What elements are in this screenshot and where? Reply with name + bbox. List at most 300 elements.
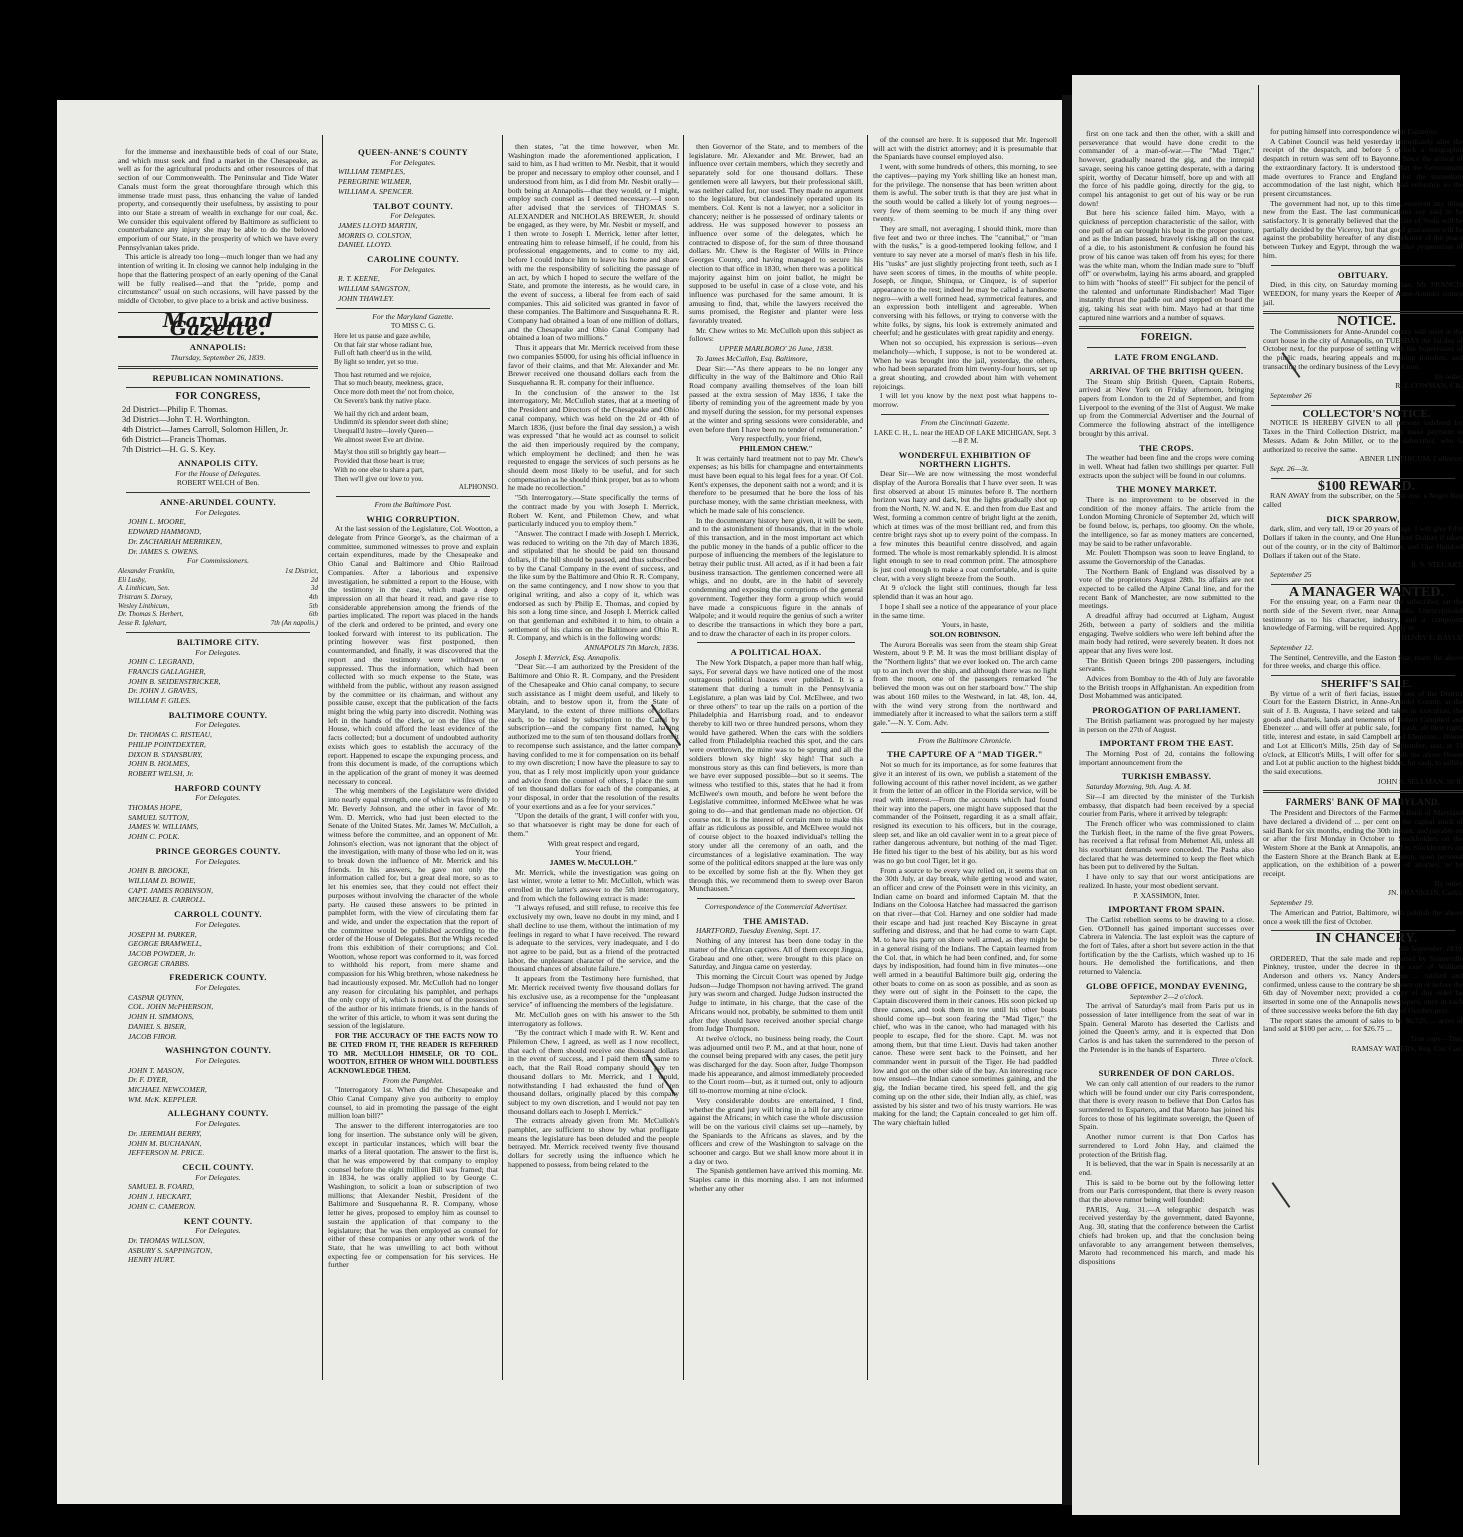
article-source: From the Pamphlet.: [382, 1075, 444, 1085]
article-paragraph: A Cabinet Council was held yesterday immediately after the receipt of the despatch, and before 5 o'clock a telegraphic despatch in return was sent off to Bayonne. Since the arrival of the extraordinary factory. It is understood that the Government made overtures to France and England for the immediate accommodation of the last night, which had reference to the present circumstances.: [1263, 136, 1463, 198]
candidate-name: ASBURY S. SAPPINGTON,: [128, 1245, 213, 1255]
office-label: For Delegates.: [195, 1226, 241, 1236]
commissioner-row: [118, 567, 318, 576]
commissioner-district: 3d: [311, 584, 318, 593]
candidate-name: JOHN H. SIMMONS,: [128, 1012, 194, 1022]
poem-line: May'st thou still so brightly gay heart—: [334, 448, 446, 457]
article-paragraph: The Aurora Borealis was seen from the steam ship Great Western, about 9 P. M. It was the most brilliant display of the "Northern lights" that we ever looked on. The arch came up to an inch over the ship, and although there was no light from the moon, one of the passengers remarked "he believed the moon was out on her starboard bow." The ship was about 160 miles to the Westward, in lat. 48, lon. 44, with the wind very strong from the northward and immediately after it increased to what the sailors term a stiff gale."—N. Y. Com. Adv.: [873, 639, 1057, 727]
advert-body: The Commissioners for Anne-Arundel county will meet at the court house in the city of Annapolis, on TUESDAY the 1st day of October next, for the purpose of settling with the Supervisors of the public roads, hearing appeals and making transfers, and transacting the ordinary business of the Levy Court.: [1263, 327, 1463, 371]
county-heading: TALBOT COUNTY.: [373, 200, 453, 211]
candidate-name: EDWARD HAMMOND,: [128, 527, 202, 537]
advert-date: September 26: [1270, 390, 1312, 400]
article-source: From the Baltimore Post.: [374, 499, 452, 509]
article-paragraph: Mr. Merrick, while the investigation was going on last winter, wrote a letter to Mr. McCulloh, which was enrolled in the latter's answer to the 5th interrogatory, and from which the following extract is made:: [508, 867, 679, 903]
article-paragraph: first on one tack and then the other, with a skill and perseverance that would have done credit to the commander of a man-of-war.—The "Mad Tiger," however, gradually neared the gig, and the intrepid savage, seeing his canoe getting desperate, with a daring spirit, worthy of Decatur himself, bore up and with all the force of his paddle going, directly for the gig, to compel his antagonist to get out of his way or be run down!: [1079, 129, 1254, 208]
advert-heading: A MANAGER WANTED.: [1289, 584, 1444, 600]
commissioner-row: [118, 610, 318, 619]
article-paragraph: This is said to be borne out by the following letter from our Paris correspondent, that there is every reason that the above rumor being well founded:: [1079, 1177, 1254, 1205]
poem-line: Here let us pause and gaze awhile,: [334, 331, 431, 340]
article-source: From the Cincinnati Gazette.: [920, 417, 1010, 427]
candidate-name: JOHN J. HECKART,: [128, 1192, 192, 1202]
article-paragraph: Mr. McCulloh goes on with his answer to the 5th interrogatory as follows.: [508, 1009, 679, 1028]
office-label: For the House of Delegates.: [175, 468, 261, 478]
candidate-name: JOHN B. SEIDENSTRICKER,: [128, 676, 221, 686]
advert-body: RAN AWAY from the subscriber, on the 5th inst. a Negro Boy called: [1263, 491, 1463, 510]
letter-body: "Dear Sir.—I am authorized by the President of the Baltimore and Ohio R. R. Company, and the President of the Chesapeake and Ohio canal company, to secure such assistance as I might deem useful, and likely to obtain, and to bestow upon it, from the State of Maryland, to the extent of three millions of dollars each, to be raised by subscription to the Canal by subscription—and the company first named, having authorized me to the sum of ten thousand dollars from it to recompense such assistance, and the latter company having confided to me it for compensation on its behalf to my own discretion; I now have the pleasure to say to you, that as I rely most implicitly upon your guidance and advice from the counsel of others, I place the sum of ten thousand dollars for each of the companies, at your disposal, in order that the resolution of the results of your exertions and as a fee for your services.": [508, 662, 679, 811]
article-paragraph: "Answer. The contract I made with Joseph I. Merrick, was reduced to writing on the 7th day of March 1836, and stipulated that he should be paid ten thousand dollars, if the bill should be passed, and thus subscribed to by the Canal Company in the event of success, and the like sum by the Baltimore and Ohio R. R. Company, on the same contingency, and I now show to you that original writing, and also a copy of it, which was endorsed as such by Philip E. Thomas, and copied by his son a long time since, and Joseph I. Merrick called on that gentleman and exhibited it to him, to obtain a settlement of his claims on the Baltimore and Ohio R. R. Company, and which is in the following words:: [508, 528, 679, 643]
candidate-name: JOSEPH M. PARKER,: [128, 929, 197, 939]
office-label: For Delegates.: [390, 211, 436, 221]
article-paragraph: It appears from the Testimony here furnished, that Mr. Merrick received twenty five thousand dollars for his exclusive use, as a recompense for the "unpleasant service" of influencing the members of the legislature.: [508, 974, 679, 1010]
candidate-name: JOHN B. BROOKE,: [128, 866, 190, 876]
article-paragraph: I went, with some hundreds of others, this morning, to see the captives—paying my York shilling like an honest man, for the privilege. The nonsense that has been written about them is awful. The sober truth is that they are just what in the south would be called a likely lot of young negroes—very few of them seeming to be much if any thing over twenty.: [873, 162, 1057, 224]
county-heading: ANNE-ARUNDEL COUNTY.: [160, 496, 276, 507]
advert-date: Sept. 26—3t.: [1270, 463, 1310, 473]
article-heading: WHIG CORRUPTION.: [366, 513, 460, 524]
poem: [328, 332, 498, 483]
advert-signoff: By order,: [1434, 878, 1463, 888]
advert-signature: JOHN S. SELLMAN, Sh'ff.: [1377, 776, 1463, 786]
candidate-name: Dr. JEREMIAH BERRY,: [128, 1128, 202, 1138]
candidate-list: [118, 1067, 318, 1105]
column-2: [328, 143, 498, 1383]
candidate-name: JOHN T. MASON,: [128, 1065, 184, 1075]
advert-date: September 12.: [1270, 642, 1314, 652]
candidate-name: Dr. THOMAS C. RISTEAU,: [128, 730, 212, 740]
candidate-name: WILLIAM A. SPENCER.: [338, 186, 414, 196]
congress-item: 4th District—James Carroll, Solomon Hillen, Jr.: [122, 423, 289, 434]
letter-body: Dear Sir:—"As there appears to be no longer any difficulty in the way of the Baltimore and Ohio Rail Road company availing themselves of the loan bill passed at the extra session of May 1836, I take the liberty of reminding you of the agreement made by you and myself during the session, for my personal expenses at the winter and spring sessions were considerable, and even before then I have been no tender of remuneration.": [689, 363, 863, 434]
article-paragraph: then Governor of the State, and to members of the legislature. Mr. Alexander and Mr. Brewer, had an influence over certain members, which they secretly and separately sold for one thousand dollars. These gentlemen were all lawyers, but their professional skill, was neither called for, nor used. They made no argument to the legislature, but clandestinely operated upon its members. Col. Kent is not a lawyer, nor a solicitor in chancery; neither is he possessed of ordinary talents or address. He was supposed however to possess an influence over some of the delegates, which he contracted to dispose of, for the sum of three thousand dollars. Mr. Chew is the Register of Wills in Prince Georges County, and having managed to secure his election to that office in 1830, when there was a political majority against him on joint ballot, he might be supposed to be useful in case of a close vote, and his influence was purchased for the same amount. It is amusing to find, that, while the lawyers received the sums promised, the Register and planter were less favorably treated.: [689, 142, 863, 326]
candidate-name: WM. McK. KEPPLER.: [128, 1094, 198, 1104]
commissioner-name: Wesley Linthicum,: [118, 601, 170, 610]
poem-line: On that fair star whose radiant hue,: [334, 340, 433, 349]
article-paragraph: The extracts already given from Mr. McCulloh's pamphlet, are sufficient to show by what profligate means the legislature has been deluded and the people betrayed. Mr. Merrick received twenty five thousand dollars for secretly using the influence which he happened to possess, from being related to the: [508, 1116, 679, 1169]
article-dateline: LAKE C. H., L. near the HEAD OF LAKE MICHIGAN, Sept. 3—8 P. M.: [874, 428, 1056, 446]
column-rule: [683, 135, 684, 1380]
commissioner-name: Dr. Thomas S. Herbert,: [118, 610, 184, 619]
article-paragraph: I hope I shall see a notice of the appearance of your place in the same time.: [873, 601, 1057, 620]
office-label: For Delegates.: [390, 264, 436, 274]
letter-date: ANNAPOLIS 7th March, 1836.: [584, 643, 679, 653]
article-dateline: September 2—2 o'clock.: [1129, 991, 1204, 1001]
commissioner-name: Alexander Franklin,: [118, 566, 175, 575]
office-label: For Delegates.: [195, 1055, 241, 1065]
candidate-name: Dr. JOHN J. GRAVES,: [128, 686, 198, 696]
commissioner-name: Tristram S. Dorsey,: [118, 593, 173, 602]
article-paragraph: I have only to say that our worst anticipations are realized. In haste, your most obedient servant.: [1079, 872, 1254, 890]
letter-signoff: With great respect and regard,: [547, 838, 640, 848]
article-paragraph: "5th Interrogatory.—State specifically the terms of the contract made by you with Joseph I. Merrick, Robert W. Kent, and Philemon Chew, and what particularly induced you to employ them.": [508, 493, 679, 529]
candidate-name: WILLIAM TEMPLES,: [338, 167, 406, 177]
section-heading: FOREIGN.: [1140, 332, 1193, 344]
letter-date: UPPER MARLBORO' 26 June, 1838.: [718, 344, 834, 354]
article-paragraph: Died, in this city, on Saturday morning last, Mr. FRANCIS WEEDON, for many years the Keeper of Anne-Arundel county jail.: [1263, 280, 1463, 307]
column-rule: [322, 135, 323, 1380]
commissioner-name: Jesse R. Iglehart,: [118, 619, 167, 628]
letter-addressee: Joseph I. Merrick, Esq. Annapolis.: [515, 652, 621, 662]
article-paragraph: This morning the Circuit Court was opened by Judge Judson—Judge Thompson not having arrived. The grand jury was sworn and charged. Judge Judson instructed the Judge to intimate, in his charge, that the case of the Africans would not, probably, be submitted to them until after they should have received another special charge from Judge Thompson.: [689, 971, 863, 1034]
article-paragraph: The New York Dispatch, a paper more than half whig, says, For several days we have noticed one of the most outrageous political hoaxes ever published. It is a statement that during a tumult in the Pennsylvania Legislature, a plan was laid by Col. McElwee, and two or three others" to tear up the rails on a portion of the Philadelphia and Harrisburg road, and to endeavor thereby to kill two or three hundred persons, whom they would have gathered. When the cars with the soldiers called from Philadelphia reached this spot, and the cars were overthrown, the mine was to be sprung and all the soldiers blown sky high! sky high! That such a monstrous story as this can find believers, is more than we have ever supposed possible—but so it seems. The witness who testified to this, states that he had it from McElwee's own mouth, and before he went before the Legislative committee, informed McElwee what he was going to do—and that gentleman made no objection. Of course not. It is the interest of certain men to make this affair as ridiculous as possible, and McElwee would not of course object to the hoaxed individual's telling the story under all the ceremony of an oath, and the circumstances of a legislative examination. The way some of the political editors snapped at the lure was only to be excelled by some fish at the fly. When they get through this, we recommend them to sweep over Baron Munchausen.": [689, 658, 863, 894]
article-heading: THE AMISTAD.: [743, 915, 809, 926]
article-paragraph: The Morning Post of 2d, contains the following important announcement from the: [1079, 749, 1254, 767]
candidate-name: R. T. KEENE,: [338, 274, 380, 284]
advert-signoff: By order,: [1434, 371, 1463, 381]
advert-heading: $100 REWARD.: [1317, 478, 1416, 494]
article-heading: GLOBE OFFICE, MONDAY EVENING,: [1085, 980, 1248, 991]
candidate-name: GEORGE CRABBS.: [128, 958, 190, 968]
commissioner-row: [118, 576, 318, 585]
candidate-name: JOHN C. CAMERON.: [128, 1201, 196, 1211]
candidate-name: JEFFERSON M. PRICE.: [128, 1148, 205, 1158]
candidate-list: [118, 1130, 318, 1158]
candidate-name: PEREGRINE WILMER,: [338, 177, 412, 187]
article-paragraph: The government had not, up to this time, received any thing new from the East. The last communications say said to be satisfactory. It is generally believed that the fate of Syria will be partially decided by the Viceroy, but that good guarantees will be against the probability hereafter of any disturbance of the peace between Turkey and Egypt, through the warlike propensities of him.: [1263, 198, 1463, 260]
office-label: For Delegates.: [195, 793, 241, 803]
office-label: For Delegates.: [195, 720, 241, 730]
commissioner-row: [118, 593, 318, 602]
letter-body: "Upon the details of the grant, I will confer with you, so that whatsoever is right may be done for each of them.": [508, 811, 679, 838]
advert-signature: ABNER LINTHICUM, Collector.: [1359, 454, 1463, 464]
advert-signature: R. S. STEUART.: [1411, 560, 1463, 570]
candidate-name: PHILIP POINTDEXTER,: [128, 739, 206, 749]
candidate-name: GEORGE BRAMWELL,: [128, 939, 202, 949]
candidate-name: SAMUEL B. FOARD,: [128, 1182, 195, 1192]
article-paragraph: of the counsel are here. It is supposed that Mr. Ingersoll will act with the district attorney; and it is presumable that the Spaniards have counsel employed also.: [873, 135, 1057, 162]
article-paragraph: It was certainly hard treatment not to pay Mr. Chew's expenses; as his bills for champagne and entertainments must have been equal to his legal fees for a year. Of Col. Kent's expenses, the deponent saith not a word; and it is therefore to be presumed that he bore the loss of his purchase money, with the same christian meekness, with which he made sale of his conscience.: [689, 453, 863, 515]
office-label: For Delegates.: [195, 647, 241, 657]
article-dateline: HARTFORD, Tuesday Evening, Sept. 17.: [696, 926, 821, 936]
advert-heading: SHERIFF'S SALE.: [1320, 677, 1413, 690]
article-paragraph: At twelve o'clock, no business being ready, the Court was adjourned until two P. M., and at that hour, none of the counsel being prepared with any cases, the petit jury was discharged for the day. Soon after, Judge Thompson made his appearance, and almost immediately proceeded to the Court room—but, as it turned out, only to adjourn till to-morrow morning at nine o'clock.: [689, 1033, 863, 1096]
candidate-name: MORRIS O. COLSTON,: [338, 230, 412, 240]
advert-signature: RAMSAY WATERS, Reg. Cur. Can.: [1351, 1043, 1463, 1053]
commissioner-district: 1st District,: [284, 566, 318, 575]
candidate-name: JAMES W. WILLIAMS,: [128, 822, 199, 832]
office-label: For Delegates.: [390, 157, 436, 167]
article-paragraph: Dear Sir—We are now witnessing the most wonderful display of the Aurora Borealis that I have ever seen. It was first observed at about 15 minutes before 8. The northern horizon was hazy and dark, but the lights gradually shot up from the North, N. W. and N. E. and then from due East and West, forming a common centre of bright light at the zenith, which at times was of the most brilliant red, and from this centre bright rays shot up to every point of the compass. In a few minutes this beautiful centre dissolved, and again formed. The whole is most remarkably splendid. It is almost light enough to see to read common print. The atmosphere is just cool enough to make a coat comfortable, and is quite clear, with a very slight breeze from the South.: [873, 469, 1057, 583]
advert-body: By virtue of a writ of fieri facias, issued out of the District Court for the Eastern District, in Anne-Arundel County, at the suit of J. B. Augusta, I have seized and taken in execution, the goods and chattels, lands and tenements of Robert Campbell and Ebenezer ... and will offer at public sale, for cash, all their right, title, interest and estate, in said Campbell and Ebenezer... House and Lot at Ellicott's Mills, 25th day of September, inst. at 11 o'clock, at Ellicott's Mills, I will offer for sale the above House and Lot at public auction to the highest bidder, for cash, to satisfy the said executions.: [1263, 688, 1463, 776]
office-label: For Delegates.: [195, 919, 241, 929]
poem-line: Full oft hath cheer'd us in the wild,: [334, 349, 432, 358]
column-rule: [867, 135, 868, 1380]
article-paragraph: for putting himself into correspondence with Espartero.: [1270, 127, 1439, 136]
advert-body: The Sentinel, Centreville, and the Easton Star, insert the above for three weeks, and charge this office.: [1263, 652, 1463, 671]
article-heading: THE CROPS.: [1139, 442, 1194, 453]
article-heading: WONDERFUL EXHIBITION OF NORTHERN LIGHTS.: [898, 449, 1032, 469]
commissioner-name: A. Linthicum, Sen.: [118, 584, 170, 593]
article-paragraph: I will let you know by the next post what happens to-morrow.: [873, 391, 1057, 410]
office-label: For Delegates.: [195, 856, 241, 866]
poem-line: With no one else to share a part,: [334, 465, 424, 474]
advert-heading: COLLECTOR'S NOTICE.: [1302, 407, 1431, 420]
candidate-name: Dr. ZACHARIAH MERRIKEN,: [128, 536, 223, 546]
advert-body: ORDERED, That the sale made and reported by Somerville Pinkney, trustee, under the decree in the case of William Anderson and others vs. Nancy Anderson ... ratified and confirmed, unless cause to the contrary be shown on or before the 6th day of November next; provided a copy of this order be inserted in some one of the Annapolis newspapers, once in each of three successive weeks before the 6th day of October next.: [1263, 953, 1463, 1015]
candidate-name: JAMES LLOYD MARTIN,: [338, 220, 418, 230]
county-heading: WASHINGTON COUNTY.: [164, 1045, 272, 1056]
candidate-name: Dr. F. DYER,: [128, 1075, 168, 1085]
article-paragraph: The Steam ship British Queen, Captain Roberts, arrived at New York on Friday afternoon, bringing papers from London to the 2d of September, and from Liverpool to the evening of the 31st of August. We make up from the Commercial Advertiser and the Journal of Commerce the following abstract of the intelligence brought by this arrival.: [1079, 376, 1254, 438]
candidate-name: JOHN THAWLEY.: [338, 293, 394, 303]
office-label: For Delegates.: [195, 1172, 241, 1182]
candidate-name: MICHAEL NEWCOMER,: [128, 1085, 207, 1095]
article-heading: IMPORTANT FROM SPAIN.: [1108, 904, 1225, 915]
article-paragraph: Nothing of any interest has been done today in the matter of the African captives. All of them except Jingua, Grabeau and one other, were brought to this place on Saturday, and Jingua came on yesterday.: [689, 936, 863, 972]
advert-date: 6th September, 1839.: [1399, 943, 1463, 953]
column-6: [1079, 130, 1254, 1462]
county-heading: FREDERICK COUNTY.: [169, 972, 267, 983]
article-paragraph: The Northern Bank of England was dissolved by a vote of the proprietors August 28th. Its affairs are not expected to be called the Alpine Canal line, and for the recent Bank of Manchester, are now submitted to the meetings.: [1079, 566, 1254, 611]
article-paragraph: At 9 o'clock the light still continues, though far less splendid than it was an hour ago.: [873, 583, 1057, 602]
article-paragraph: The Spanish gentlemen have arrived this morning. Mr. Staples came in this morning also. I am not informed whether any other: [689, 1166, 863, 1193]
article-heading: LATE FROM ENGLAND.: [1114, 352, 1219, 363]
candidate-list: [118, 518, 318, 556]
article-paragraph: At the last session of the Legislature, Col. Wootton, a delegate from Prince George's, as the chairman of a committee, summoned witnesses to prove and explain certain expenditures, made by the Chesapeake and Ohio Canal and Baltimore and Ohio Railroad Companies. After a laborious and expensive investigation, he submitted a report to the House, with the testimony in the case, which made a deep impression on all that heard it read, and gave rise to considerable apprehension among the friends of the parties implicated. The report was placed in the hands of the clerk and ordered to be printed, and every one looked forward with interest to its publication. The printing however was first postponed, then countermanded, and finally, it was discovered that the report and the testimony were withdrawn or suppressed. Thus the information, which had been collected with so much expense to the State, was withheld from the public, without any reason assigned by the committee or its chairman, and without any possible cause, except that the publication of the facts might bring the whig party into discredit. Nothing was left in the hands of the clerk, or on the files of the House, which could afford the least evidence of the facts collected; but a document of undoubted authority exists which goes to establish the accuracy of the report. Happened to escape the expunging process, and from this document is made, of the corruptions which in the application of the grant of money it was deemed necessary to conceal.: [328, 524, 498, 786]
article-paragraph: The French officer who was commissioned to claim the Turkish fleet, in the name of the five great Powers, has received a flat refusal from Mehemet Ali, unless all his exorbitant demands were conceded. The Pasha also declared that he was determined to keep the fleet which has been put to delivered by the Sultan.: [1079, 818, 1254, 872]
article-paragraph: In the conclusion of the answer to the 1st interrogatory, Mr. McCulloh states, that at a meeting of the President and Directors of the Chesapeake and Ohio canal company, which was held on the 2d or 4th of March 1836, (just before the final day session,) a wish was expressed "that he would act as counsel to solicit the aid then imperiously required by the company, which employment he declined; and then he was requested to engage the services of such persons as he should deem most likely to be useful, and for such compensation as he should think proper, but as to whom he made no recollection.": [508, 387, 679, 493]
county-heading: CARROLL COUNTY.: [174, 909, 262, 920]
dateline-date: Thursday, September 26, 1839.: [170, 352, 266, 362]
article-paragraph: The British parliament was prorogued by her majesty in person on the 27th of August.: [1079, 715, 1254, 734]
congress-item: 2d District—Philip F. Thomas.: [122, 403, 228, 414]
letter-signature: P. XASSIMON, Inter.: [1133, 890, 1200, 900]
article-heading: PROROGATION OF PARLIAMENT.: [1092, 705, 1241, 716]
article-paragraph: Another rumor current is that Don Carlos has surrendered to Lord John Hay, and claimed the protection of the British flag.: [1079, 1132, 1254, 1159]
poem-line: Thou hast returned and we rejoice,: [334, 370, 432, 379]
column-4: [689, 143, 863, 1383]
advert-body: For the ensuing year, on a Farm near the subscriber, on the north side of the Severn river, near Annapolis. Unexceptional testimony as to his character, industry, and a competent knowledge of Farming, will be required. Apply to: [1263, 597, 1463, 633]
article-paragraph: The British Queen brings 200 passengers, including servants.: [1079, 655, 1254, 674]
commissioner-district: 5th: [309, 601, 318, 610]
column-7: [1263, 127, 1463, 1464]
congress-heading: FOR CONGRESS,: [175, 391, 261, 403]
commissioner-district: 2d: [311, 575, 318, 584]
poem-line: We almost sweet Eve art divine.: [334, 435, 425, 444]
letter-signature: JAMES W. McCULLOH.": [549, 857, 638, 867]
article-paragraph: Not so much for its importance, as for some features that give it an interest of its own, we publish a statement of the following account of this rather novel incident, as we gather it from the letter of an officer in the Florida service, will be read with interest.—From the accounts which had found their way into the papers, one might have supposed that the commander of the Poinsett, regarding it as a small affair, resigned its execution to his officers, but in the courage, sleep set, and like an old cavalier went in to a great piece of rather dangerous adventure, but nothing of the mad Tiger. He fitted his tiger to the best of his ability, but as his word was no go but cool Tiger, let it go.: [873, 760, 1057, 865]
article-source: From the Baltimore Chronicle.: [918, 735, 1012, 745]
candidate-list: [118, 867, 318, 905]
poem-line: Unequall'd lustre—lovely Queen—: [334, 426, 434, 435]
poem-line: Then we'll give our love to you.: [334, 474, 424, 483]
candidate-list: [118, 731, 318, 779]
office-label: For Delegates.: [195, 1119, 241, 1129]
article-paragraph: Very considerable doubts are entertained, I find, whether the grand jury will bring in a bill for any crime against the Africans; in which case the whole discussion will be on the various civil claims set up—namely, by the Spaniards to the Africans as slaves, and by the officers and crew of the Washington to salvage on the schooner and cargo. But we shall know more about it in a day or two.: [689, 1095, 863, 1166]
letter-addressee: To James McCulloh, Esq. Baltimore,: [696, 353, 808, 363]
column-1: [118, 148, 318, 1383]
article-paragraph: It is believed, that the war in Spain is necessarily at an end.: [1079, 1159, 1254, 1177]
column-rule: [502, 135, 503, 1380]
commissioner-district: 4th: [309, 593, 318, 602]
county-heading: ANNAPOLIS CITY.: [177, 457, 259, 468]
advert-body: The President and Directors of the Farmers Bank of Maryland have declared a dividend of ... per cent on the capital stock of said Bank for six months, ending the 30th instant, and payable on or after the first Monday in October to Stockholders on the Western Shore at the Bank at Annapolis, and to Stockholders on the Eastern Shore at the Branch Bank at Easton, upon personal application, on the exhibition of a power of attorney, or by receipt.: [1263, 808, 1463, 879]
county-heading: QUEEN-ANNE'S COUNTY: [357, 147, 469, 157]
county-heading: CAROLINE COUNTY.: [367, 254, 459, 265]
advert-signoff: True copy—Test,: [1410, 1033, 1463, 1043]
candidate-name: Dr. JAMES S. OWENS.: [128, 546, 199, 556]
column-rule: [1258, 85, 1259, 1465]
article-heading: SURRENDER OF DON CARLOS.: [1098, 1068, 1235, 1079]
candidate-name: THOMAS HOPE,: [128, 803, 182, 813]
candidate-name: WILLIAM SANGSTON,: [338, 284, 411, 294]
commissioner-row: [118, 602, 318, 611]
candidate-list: [328, 275, 498, 303]
article-paragraph: "Interrogatory 1st. When did the Chesapeake and Ohio Canal Company give you authority to employ counsel, to aid in promoting the passage of the eight million loan bill?": [328, 1085, 498, 1121]
article-paragraph: Mr. Chew writes to Mr. McCulloh upon this subject as follows:: [689, 325, 863, 344]
column-3: [508, 143, 679, 1383]
office-label: For Delegates.: [195, 507, 241, 517]
candidate-name: ROBERT WELSH, Jr.: [128, 768, 194, 778]
commissioner-list: [118, 567, 318, 628]
article-dateline: Saturday Morning, 9th. Aug. A. M.: [1086, 782, 1192, 792]
advert-body: The American and Patriot, Baltimore, will publish the above once a week till the first of October.: [1263, 907, 1463, 926]
candidate-name: MICHAEL B. CARROLL.: [128, 895, 206, 905]
poem-signature: ALPHONSO.: [458, 483, 498, 492]
nominations-heading: REPUBLICAN NOMINATIONS.: [152, 373, 284, 384]
advert-signature: HENRY E. BAYLY.: [1401, 633, 1463, 643]
article-paragraph: "By the contract which I made with R. W. Kent and Philemon Chew, I agreed, as well as I now recollect, that each of them should receive one thousand dollars in the event of success, and I paid them the same to each, that the Rail Road company should pay ten thousand dollars to Mr. Merrick, and I would, notwithstanding I had exhausted the fund of ten thousand dollars, originally placed by this company subject to my own discretion, and I would not pay ten thousand dollars each to Joseph I. Merrick.": [508, 1028, 679, 1116]
article-paragraph: Sir—I am directed by the minister of the Turkish embassy, that dispatch had been received by a special courier from Paris, where it arrived by telegraph:: [1079, 791, 1254, 819]
article-paragraph: Advices from Bombay to the 4th of July are favorable to the British troops in Affghanistan. An expedition from Dost Mohammed was anticipated.: [1079, 674, 1254, 701]
candidate-name: WILLIAM F. GILES.: [128, 696, 191, 706]
candidate-list: [328, 168, 498, 196]
advert-body: NOTICE IS HEREBY GIVEN to all persons indebted for Taxes in the Third Collection District, may make payment to Messrs. Adam & John Miller, or to the subscriber, who is authorized to receive the same.: [1263, 418, 1463, 454]
article-dateline: Three o'clock.: [1211, 1054, 1254, 1064]
advert-body: The report states the amount of sales to be $6,725, ... acres of land sold at $100 per acre, ... for $26.75 ...: [1263, 1015, 1463, 1034]
article-paragraph: They are small, not averaging, I should think, more than five feet and two or three inches. The "cannibal," or "man with the tusks," is a good-tempered looking fellow, and I venture to say never ate a morsel of man's flesh in his life. His "tusks" are just slightly projecting front teeth, such as I have seen scores of times, in the mouths of white people. Joseph, or Jinque, Shinqua, or Cinquez, is of superior appearance to the rest; indeed he may be called a handsome negro—with a well formed head, symmetrical features, and an expression both intelligent and agreeable. When conversing with his fellows, or trying to converse with the white folks, by signs, his look is extremely animated and cheerful; and he gesticulates with great rapidity and energy.: [873, 224, 1057, 338]
intro-paragraph: This article is already too long—much longer than we had any intention of writing it. In closing we cannot help indulging in the hope that the flattering prospect of an early opening of the Canal will be fully realised—and that the "pride, pomp and circumstance" usual on such occasions, will have passed by the middle of October, to give place to a brisk and active business.: [118, 252, 318, 305]
advert-heading: FARMERS' BANK OF MARYLAND.: [1285, 797, 1441, 808]
article-paragraph: The answer to the different interrogatories are too long for insertion. The substance only will be given, except in particular instances, which will bear the marks of a literal quotation. The answer to the first is, that he was empowered by that company to employ counsel before the eight million Bill was framed; that in 1834, he was orally applied to by George C. Washington, to solicit a loan or subscription of two millions; that Alexander Nesbit, President of the Baltimore and Susquehanna R. R. Company, whose letter he gives, proposed to employ him as counsel to sustain the application of that company to the legislature; that 'he was then employed as counsel for either of these companies or any other work of the State, that he was unwilling to act both without expecting fee or compensation for his services. He further: [328, 1121, 498, 1270]
candidate-name: JOHN C. LEGRAND,: [128, 657, 195, 667]
county-heading: KENT COUNTY.: [183, 1215, 253, 1226]
article-paragraph: The Carlist rebellion seems to be drawing to a close. Gen. O'Donnell has gained important successes over Cabrera in Valencia. The last exploit was the capture of the fort of Tales, after a short but severe action in the that fortification by the the Carlists, which washed up to 16 hours. He demolished the fortifications, and then returned to Valencia.: [1079, 914, 1254, 977]
county-heading: PRINCE GEORGES COUNTY.: [155, 845, 281, 856]
article-paragraph: We can only call attention of our readers to the rumor which will be found under our city Paris correspondent, that there is every reason to believe that Don Carlos has surrendered to Espartero, and that Maroto has joined his forces to those of his legitimate sovereign, the Queen of Spain.: [1079, 1078, 1254, 1132]
congress-list: [118, 404, 318, 454]
candidate-name: DIXON B. STANSBURY,: [128, 749, 203, 759]
poem-line: That so much beauty, meekness, grace,: [334, 379, 444, 388]
masthead: Maryland Gazette.: [118, 312, 318, 338]
candidate-name: HENRY HURT.: [128, 1255, 175, 1265]
article-paragraph: PARIS, Aug. 31.—A telegraphic despatch was received yesterday by the government, dated Bayonne, Aug. 30, stating that the conference between the Carlist chiefs had broken up, and that the conclusion being unfavorable to any arrangement between themselves, Maroto had recommenced his march, and made his dispositions: [1079, 1204, 1254, 1266]
article-heading: TURKISH EMBASSY.: [1121, 771, 1212, 782]
article-paragraph: In the documentary history here given, it will be seen, and to the astonishment of thousands, that in the whole of this transaction, and in the most important act which the public money in the hands of a public officer to the purpose of influencing the members of the legislature to betray their public trust. All acted, as if it had been a fair business transaction. The gentlemen concerned were all whigs, and no doubt, are in the habit of severely condemning and exposing the corruptions of the general government. Together they form a group which would have made a conspicuous figure in the annals of Walpole; and it would require the genius of such a writer to describe the transactions in which they bore a part, and to draw the character of each in its proper colors.: [689, 515, 863, 638]
article-paragraph: When not so occupied, his expression is serious—even melancholy—which, I suppose, is not to be wondered at. When he was brought into the jail, yesterday, the others, who had been separated from him twenty-four hours, set up a great shouting, and crowded about him with vehement rejoicings.: [873, 338, 1057, 391]
commissioner-name: Eli Lusby,: [118, 575, 147, 584]
candidate-name: COL. JOHN McPHERSON,: [128, 1002, 214, 1012]
office-label: For Delegates.: [195, 983, 241, 993]
candidate-name: FRANCIS GALLAGHER,: [128, 666, 206, 676]
article-heading: A POLITICAL HOAX.: [730, 647, 822, 658]
poem-line: On Severn's bank thy native place.: [334, 396, 431, 405]
article-paragraph: "I always refused, and still refuse, to receive this fee exclusively my own, leave no doubt in my mind, and I shall decline to use them, without the intimation of my feelings in regard to what I have received. The reward is adequate to the services, very inadequate, and I do not agree to be paid, but as a friend of the protracted labor, the unpleasant character of the service, and the thousand chances of absolute failure.": [508, 903, 679, 974]
advert-date: September 25: [1270, 569, 1312, 579]
county-heading: HARFORD COUNTY: [174, 782, 262, 793]
candidate-name: ROBERT WELCH of Ben.: [176, 478, 260, 488]
candidate-list: [118, 994, 318, 1042]
candidate-name: JOHN L. MOORE,: [128, 517, 186, 527]
county-heading: CECIL COUNTY.: [182, 1161, 254, 1172]
congress-item: 6th District—Francis Thomas.: [122, 433, 227, 444]
dateline-city: ANNAPOLIS:: [189, 342, 247, 353]
advert-heading: IN CHANCERY.: [1315, 931, 1418, 947]
county-heading: ALLEGHANY COUNTY.: [167, 1108, 269, 1119]
candidate-list: [118, 931, 318, 969]
advert-signature: R. J. COWMAN, Clk.: [1395, 381, 1463, 391]
candidate-name: JACOB FIROR.: [128, 1031, 177, 1041]
article-heading: THE MONEY MARKET.: [1116, 484, 1217, 495]
letter-signature: PHILEMON CHEW.": [739, 443, 813, 453]
letter-signoff: Very respectfully, your friend,: [730, 434, 822, 444]
poem-line: Provided that those heart is true;: [334, 457, 425, 466]
candidate-name: SAMUEL SUTTON,: [128, 812, 189, 822]
commissioner-row: [118, 584, 318, 593]
article-paragraph: There is no improvement to be observed in the condition of the money affairs. The article from the London Morning Chronicle of September 2d, which will be found below, is, perhaps, too gloomy. On the whole, the intelligence, so far as money matters are concerned, may be said to be rather unfavorable.: [1079, 495, 1254, 548]
candidate-list: [118, 804, 318, 842]
article-paragraph: then states, "at the time however, when Mr. Washington made the aforementioned application, I said to him, as I had written to Mr. Nesbit, that it would be proper and necessary to employ other counsel, and I understood from him, as I did from Mr. Nesbit orally—both being at Annapolis—that they would, or I might, employ such counsel as I deemed necessary.—I soon after advised that the services of THOMAS S. ALEXANDER and NICHOLAS BREWER, Jr. should be engaged, as they were, by Mr. Nesbit or myself, and I then wrote to Joseph I. Merrick, letter after letter, entreating him to release himself, if he could, from his professional engagements, and to come to my aid, before I could induce him to leave his home and share with me the responsibility of soliciting the passage of an act, by which I hoped to secure the welfare of the State, and promote the interests, as he would care, in the event of success, a liberal fee from each of said companies. This aid solicited was granted in favor of these companies. The Baltimore and Susquehanna R. R. Company had obtained a loan of one million of dollars, and the Chesapeake and Ohio Canal Company had obtained a loan of two millions.": [508, 142, 679, 343]
candidate-name: WILLIAM D. BOWIE,: [128, 876, 196, 885]
candidate-name: DANIEL LLOYD.: [338, 240, 392, 250]
article-paragraph: FOR THE ACCURACY OF THE FACTS NOW TO BE CITED FROM IT, THE READER IS REFERRED TO MR. McCULLOH HIMSELF, OR TO COL. WOOTTON, EITHER OF WHOM WILL DOUBTLESS ACKNOWLEDGE THEM.: [328, 1032, 498, 1075]
article-paragraph: A dreadful affray had occurred at Ligham, August 26th, between a party of soldiers and the militia engaging. Twelve soldiers who were left behind after the main body had retired, were severely beaten. It does not appear that any lives were lost.: [1079, 611, 1254, 655]
article-paragraph: Mr. Poulett Thompson was soon to leave England, to assume the Governorship of the Canadas.: [1079, 548, 1254, 566]
commissioner-district: 6th: [309, 610, 318, 619]
candidate-name: JACOB POWDER, Jr.: [128, 948, 196, 958]
article-paragraph: Thus it appears that Mr. Merrick received from these two companies $5000, for using his official influence in favor of their claims, and that Mr. Alexander and Mr. Brewer received one thousand dollars each from the Susquehanna R. R. company for their influence.: [508, 343, 679, 387]
advert-date: September 19.: [1270, 898, 1314, 908]
poem-line: Once more doth meet the' not from choice,: [334, 388, 454, 397]
candidate-name: DANIEL S. BISER,: [128, 1021, 187, 1031]
candidate-name: JOHN M. BUCHANAN,: [128, 1138, 202, 1148]
article-heading: ARRIVAL OF THE BRITISH QUEEN.: [1089, 365, 1244, 376]
candidate-list: [328, 222, 498, 250]
letter-signoff: Yours, in haste,: [941, 620, 989, 630]
candidate-list: [118, 1183, 318, 1211]
candidate-name: CAPT. JAMES ROBINSON,: [128, 885, 214, 895]
poem-source: For the Maryland Gazette.: [372, 311, 454, 321]
column-5: [873, 136, 1057, 1384]
poem-dedication: TO MISS C. G.: [390, 322, 436, 331]
poem-line: Undimm'd its splendor sweet doth shine;: [334, 418, 449, 427]
candidate-list: [118, 658, 318, 706]
commissioner-district: 7th (An napolis.): [270, 619, 318, 628]
letter-signature: SOLON ROBINSON.: [929, 629, 1001, 639]
poem-line: By light so tender, yet so true.: [334, 358, 419, 367]
article-heading: OBITUARY.: [1337, 269, 1389, 280]
article-paragraph: From a source to be every way relied on, it seems that on the 30th July, at day break, while getting wood and water, an officer and crew of the Poinsett were in this vicinity, an Indian came on board and informed Captain M. that the Indians on the Coloosa Hatchee had massacred the garrison on that river—that Col. Harney and one soldier had made their escape and had just reached Key Biscayne in great suffering and distress, and that he had come to warn Capt. M. to have his party on shore well armed, as they might be in a general rising of the Indians. The Captain learned from the Col. that, in which he had been confined, and, for some days by indisposition, had found him in five minutes—one well armed in a beautiful Baltimore built gig, ordering the other boats to come on as soon as possible, and as soon as they were out of sight in the Poinsett to the cape, the Captain discovered them in their canoes. His soon picked up three canoes, and took them in tow until his other boats should come up—but soon fearing the "Mad Tiger," the chief, who was in the canoe, who had managed with his people to escape, fled for the shore. Capt. M. was not among them, but that time Lieut. Davis had taken another canoe. These were sent back to the Poinsett, and her commander went in pursuit of the Tiger. He had paddled low and got on the other side of the bay. An interesting race now ensued—the Indian canoe sometimes gaining, and the gig, the Indian became tired, his speed fell, and the gig coming up on the other side, their Indian ally, as chief, was assisted by his sister and two of his trusty warriors. He was making for the land; the Captain concealed to get him off. The wary chieftain lulled: [873, 865, 1057, 1127]
article-paragraph: But here his science failed him. Mayo, with a quickness of perception characteristic of the sailor, with one pull of an oar brought his boat in the proper posture, and as the Indian passed, bravely risking all on the cast of a die, to his astonishment & confusion he found his prow of his canoe was taken off from his eyes; for there was the white man, whom the Indian made sure to "bluff off" or overwhelm, laying his arms aboard, and grappled to him with "hooks of steel!" Fit subject for the pencil of the talented and unfortunate Rindisbacher! Mad Tiger instantly thrust the paddle out and stepped on board the gig, taking his seat with him. Mayo had at that time captured nine warriors and a number of squaws.: [1079, 208, 1254, 322]
letter-signoff: Your friend,: [575, 848, 612, 858]
county-heading: BALTIMORE CITY.: [176, 636, 260, 647]
advert-heading: NOTICE.: [1337, 314, 1396, 330]
congress-item: 3d District—John T. H. Worthington.: [122, 413, 250, 424]
candidate-name: JOHN B. HOLMES,: [128, 759, 190, 769]
commissioner-row: [118, 619, 318, 628]
candidate-name: Dr. THOMAS WILLSON,: [128, 1235, 205, 1245]
intro-paragraph: for the immense and inexhaustible beds of coal of our State, and which must seek and find a market in the Chesapeake, as well as for the agricultural products and other resources of that section of our Commonwealth. The Peninsular and Tide Water Canals must form the great thoroughfare through which this immense trade must pass, thus enhancing the value of landed property, and consequently their usefulness, by assisting to pour into our State a stream of wealth in exchange for our coal, &c. We consider this equivalent offered by Baltimore as sufficient to counterbalance any injury she may be able to do the beloved emporium of our State, in the prosperity of which we have every Pennsylvanian takes pride.: [118, 147, 318, 252]
candidate-name: CASPAR QUYNN,: [128, 992, 184, 1002]
article-paragraph: The arrival of Saturday's mail from Paris put us in possession of later intelligence from the seat of war in Spain. General Maroto has deserted the Carlists and joined the Queen's army, and it is expected that Don Carlos is and has taken the surrendered to the person of the Pretender is in the hands of Espartero.: [1079, 1001, 1254, 1054]
office-label: For Commissioners.: [186, 556, 250, 566]
advert-body: dark, slim, and very tall, 19 or 20 years of age. I will give Fifty Dollars if taken in the county, and One Hundred Dollars if taken out of the county, or in the city of Baltimore, and One Hundred Dollars if taken out of the State.: [1263, 524, 1463, 560]
advert-name: DICK SPARROW,: [1326, 513, 1400, 524]
county-heading: BALTIMORE COUNTY.: [168, 709, 268, 720]
advert-signature: JN. FRANKLIN, Cash'r.: [1388, 888, 1463, 898]
article-heading: IMPORTANT FROM THE EAST.: [1099, 738, 1234, 749]
article-paragraph: The whig members of the Legislature were divided into nearly equal strength, one of which was friendly to Mr. Beverly Johnson, and the other in favor of Mr. Wm. D. Merrick, who had just been elected to the Senate of the United States. Mr. James W. McCulloh, a witness before the committee, and an opponent of Mr. Johnson's election, was not ignorant that the object of the investigation, with many of those who led on it, was to break down the influence of Mr. Merrick and his friends. In his answers, he gave not only the information called for, but a great deal more, so as to let his enemies see, that they could not effect their purposes without involving the character of the whole party. He caused these answers to be printed in pamphlet form, with the view of circulating them far and wide, and under the expectation that the report of the committee would be published according to the order of the House of Delegates. But the Whigs receded from this exhibition of their corruptions; and Col. Wootton, whose report was conformed to it, was forced to withhold his report, from mere shame and compassion for his Whig brethren, whose nakedness he had incautiously exposed. Mr. McCulloh had no longer any reason for circulating his pamphlet, and perhaps the only copy of it, which is now out of the possession of the author or his intimate friends, is in the hands of the writer of this article, to whom it was sent during the session of the legislature.: [328, 786, 498, 1031]
article-paragraph: The weather had been fine and the crops were coming in well. Wheat had fallen two shillings per quarter. Full extracts upon the subject will be found in our columns.: [1079, 453, 1254, 480]
